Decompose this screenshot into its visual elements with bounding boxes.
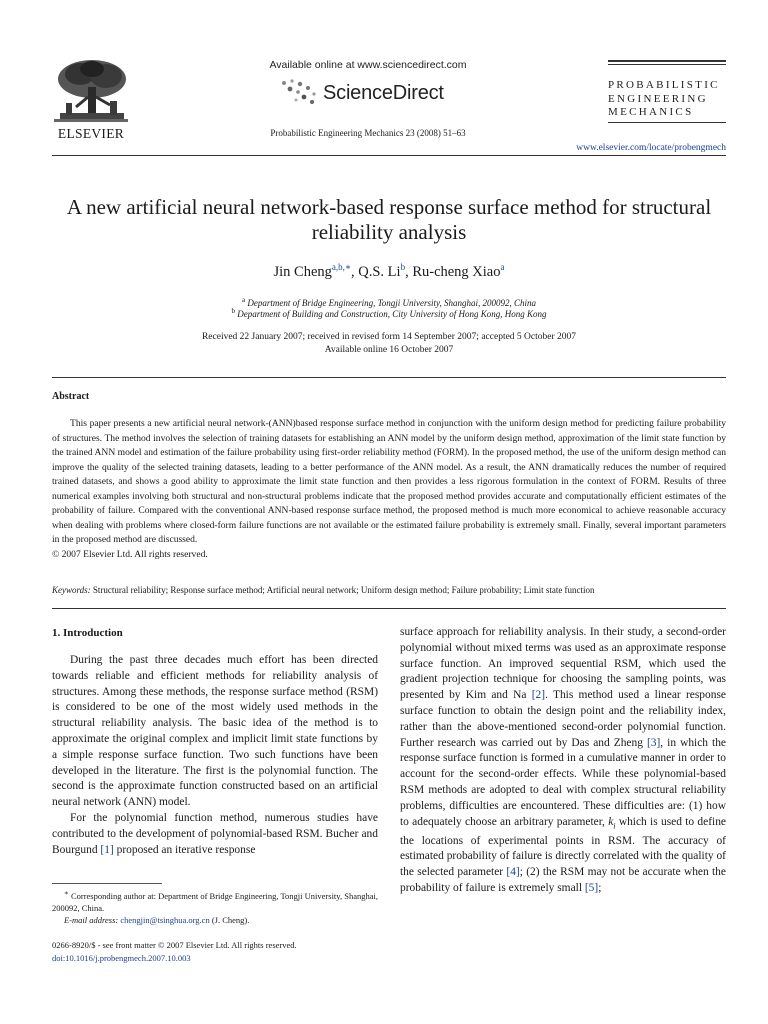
paragraph-text: proposed an iterative response: [113, 843, 256, 856]
abstract-text: This paper presents a new artificial neural network-(ANN)based response surface method in conjunction with the uniform design method for predicting failure probability of structures. The method involves the selection of training datasets for establishing an ANN model by the uniform design method, approximation of the limit state function by the trained ANN model and estimation of the failure probability using first-order reliability method (FORM). In the proposed method, the use of the uniform design method can improve the quality of the selected training datasets, leading to a better performance of the ANN model. As a result, the ANN dramatically reduces the number of required trained datasets, and shows a good ability to approximate the limit state function and then provides a less rigorous formulation in the context of FORM. Results of three numerical examples involving both structural and non-structural problems indicate that the proposed method provides accurate and computationally efficient estimates of the probability of failure. Compared with the conventional ANN-based response surface method, the proposed method is much more economical to achieve reasonable accuracy when dealing with problems where closed-form failure functions are not available or the estimated failure probability is extremely small. Finally, several important parameters in the proposed method are discussed.: [52, 418, 726, 545]
issn-line: 0266-8920/$ - see front matter © 2007 Elsevier Ltd. All rights reserved.: [52, 940, 297, 950]
sciencedirect-dots-icon: [278, 77, 322, 107]
math-variable: k: [608, 815, 614, 828]
author-name: Jin Cheng: [273, 264, 332, 280]
email-suffix: (J. Cheng).: [209, 914, 250, 925]
paragraph-text: . This method used a linear response surface function to obtain the design point and the reliability index, rather than the above-mentioned second-order polynomial function. Further research was carried out by Das and Zheng: [400, 689, 726, 749]
citation-link[interactable]: [2]: [531, 689, 546, 702]
keywords-divider: [52, 608, 726, 609]
header-divider: [52, 155, 726, 156]
elsevier-tree-logo: [52, 57, 130, 127]
abstract-body: [52, 417, 726, 562]
affiliation-text: Department of Building and Construction, City University of Hong Kong, Hong Kong: [237, 309, 547, 319]
footnote-marker: ∗: [64, 889, 69, 897]
abstract-copyright: © 2007 Elsevier Ltd. All rights reserved.: [52, 548, 208, 560]
paragraph: During the past three decades much effort has been directed towards reliable and efficient methods for reliability analysis of structures. Among these methods, the response surface method (RSM) is considered to be one of the most widely used methods in the structural reliability analysis. The basic idea of the method is to approximate the original complex and implicit limit state functions by a simple response surface function. Two such functions have been developed in the literature. The first is the polynomial function. The second is the approximate function constructed based on an artificial neural network (ANN) model.: [52, 654, 378, 809]
abstract-divider: [52, 377, 726, 378]
keywords-label: Keywords:: [52, 585, 91, 595]
section-heading: 1. Introduction: [52, 627, 123, 639]
journal-rule-bottom: [608, 122, 726, 123]
paragraph-text: For the polynomial function method, numerous studies have contributed to the development of polynomial-based RSM. Bucher and Bourgund: [52, 811, 378, 856]
paragraph-text: ; (2) the RSM may not be accurate when the probability of failure is extremely small: [400, 866, 726, 895]
citation-link[interactable]: [3]: [646, 736, 661, 749]
author-affiliation-link[interactable]: a,b,∗: [331, 262, 352, 272]
footnote-text: Corresponding author at: Department of Bridge Engineering, Tongji University, Shanghai, 200092, China.: [52, 890, 379, 913]
paragraph-text: ;: [598, 882, 602, 895]
keywords: [52, 585, 726, 595]
footnote-divider: [52, 883, 162, 884]
publisher-name: ELSEVIER: [57, 126, 125, 141]
article-title: A new artificial neural network-based response surface method for structural reliability analysis: [66, 195, 712, 244]
author-affiliation-link[interactable]: a: [500, 262, 505, 272]
author-list: Jin Cheng$^{a,b,∗}$, Q.S. Li$^b$, Ru-cheng Xiao$^a$: [273, 262, 505, 280]
paragraph-text: surface approach for reliability analysis. In their study, a second-order polynomial without mixed terms was used as an approximate response surface function. An improved sequential RSM, which used the gradient projection technique for choosing the sampling points, was presented by Kim and Na: [400, 626, 726, 702]
journal-reference: Probabilistic Engineering Mechanics 23 (2008) 51–63: [270, 128, 466, 138]
journal-title-line: MECHANICS: [608, 106, 694, 118]
journal-title-line: PROBABILISTIC: [608, 79, 720, 91]
citation-link[interactable]: [1]: [100, 843, 114, 856]
paragraph: [52, 811, 378, 858]
author-name: Ru-cheng Xiao: [412, 264, 501, 280]
received-dates: Received 22 January 2007; received in revised form 14 September 2007; accepted 5 October 2007: [201, 332, 577, 342]
affiliation-marker: a: [241, 296, 246, 304]
available-online-link[interactable]: Available online at www.sciencedirect.com: [269, 59, 467, 71]
journal-rule-top: [608, 60, 726, 62]
footnote: [52, 887, 378, 926]
journal-rule-top-thin: [608, 64, 726, 65]
available-online-date: Available online 16 October 2007: [324, 345, 454, 355]
paragraph-text: , in which the response surface function is formed in a cumulative manner in order to account for the second-order effects. While these polynomial-based RSM methods are adopted to deal with complex structural reliability problems, difficulties are encountered. These difficulties are: (1) how to adequately choose an arbitrary parameter,: [400, 736, 727, 828]
journal-title: [608, 79, 720, 120]
journal-title-line: ENGINEERING: [608, 92, 708, 105]
affiliation-marker: b: [231, 307, 235, 315]
math-subscript: i: [613, 820, 616, 830]
email-label: E-mail address:: [64, 914, 119, 925]
left-column: [52, 653, 378, 858]
affiliation: [52, 307, 726, 319]
citation-link[interactable]: [5]: [584, 882, 599, 895]
email-link[interactable]: chengjin@tsinghua.org.cn: [120, 914, 210, 925]
sciencedirect-logo: ScienceDirect: [323, 82, 444, 104]
keywords-text: Structural reliability; Response surface method; Artificial neural network; Uniform design method; Failure probability; Limit state function: [92, 585, 595, 595]
right-column: [400, 625, 726, 897]
paragraph: [400, 625, 726, 897]
affiliation-text: Department of Bridge Engineering, Tongji University, Shanghai, 200092, China: [247, 298, 536, 308]
paragraph-text: which is used to define the locations of experimental points in RSM. The accuracy of estimated probability of failure is directly correlated with the quality of the selected parameter: [400, 815, 726, 879]
journal-url-link[interactable]: www.elsevier.com/locate/probengmech: [576, 143, 726, 153]
author-name: Q.S. Li: [358, 264, 401, 280]
abstract-heading: Abstract: [52, 391, 90, 402]
citation-link[interactable]: [4]: [506, 866, 520, 879]
author-affiliation-link[interactable]: b: [400, 262, 406, 272]
doi-link[interactable]: doi:10.1016/j.probengmech.2007.10.003: [52, 953, 191, 963]
